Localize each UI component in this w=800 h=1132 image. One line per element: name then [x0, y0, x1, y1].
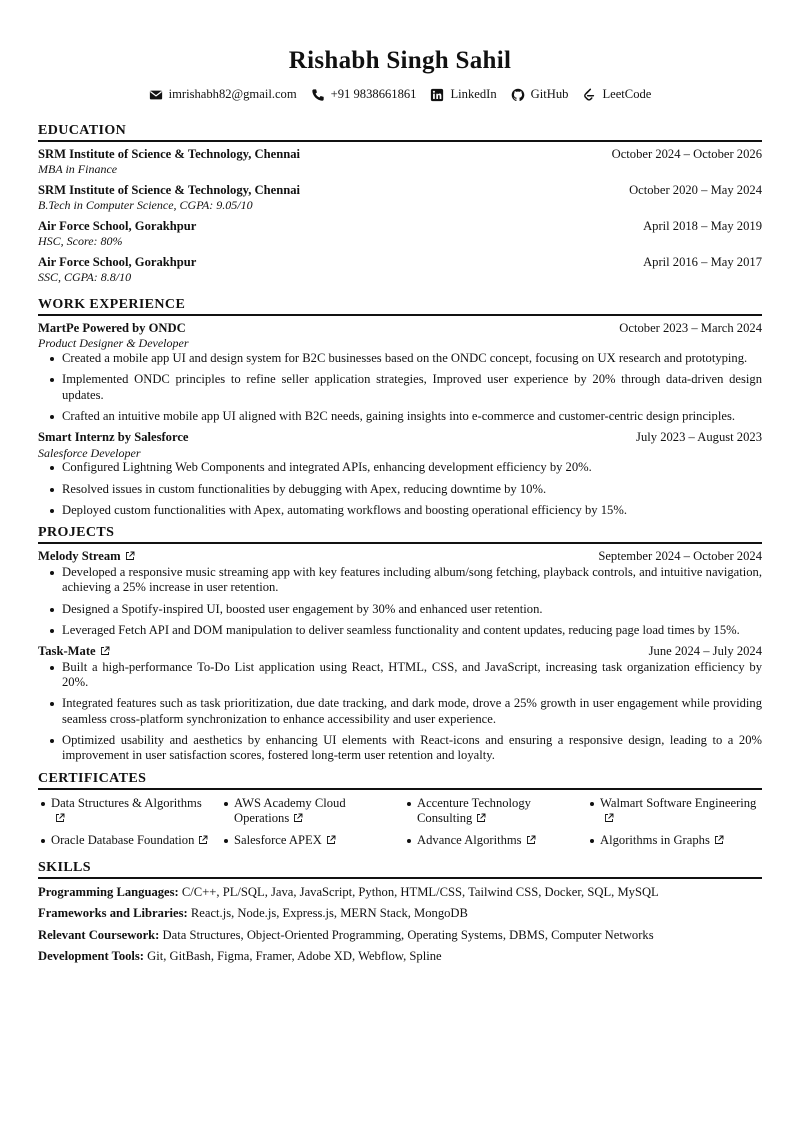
bullet-item: Created a mobile app UI and design system for B2C businesses based on the ONDC concept, focusing on UX research and prototyping.	[48, 351, 762, 366]
certificate-name: Advance Algorithms	[417, 833, 522, 848]
experience-entry	[38, 430, 762, 518]
github-icon	[511, 88, 525, 102]
phone-icon	[311, 88, 325, 102]
bullet-item: Resolved issues in custom functionalities by debugging with Apex, reducing downtime by 10%.	[48, 482, 762, 497]
bullet-item: Configured Lightning Web Components and integrated APIs, enhancing development efficiency by 20%.	[48, 460, 762, 475]
bullet-item: Integrated features such as task prioritization, due date tracking, and dark mode, drove a 25% growth in user engagement while providing seamless cross-platform synchronization to enhance accessibility and user experience.	[48, 696, 762, 727]
skill-row	[38, 928, 762, 943]
certificate-link[interactable]	[404, 796, 579, 827]
certificate-link[interactable]	[221, 833, 396, 848]
project-entry	[38, 644, 762, 764]
experience-dates: July 2023 – August 2023	[636, 430, 762, 445]
github-link[interactable]	[511, 87, 569, 102]
degree: SSC, CGPA: 8.8/10	[38, 270, 132, 285]
experience-dates: October 2023 – March 2024	[619, 320, 762, 335]
project-dates: September 2024 – October 2024	[598, 549, 762, 564]
school-name: Air Force School, Gorakhpur	[38, 254, 197, 269]
certificate-link[interactable]	[221, 796, 396, 827]
certificates-heading: CERTIFICATES	[38, 770, 762, 790]
projects-section	[38, 549, 762, 763]
school-name: Air Force School, Gorakhpur	[38, 218, 197, 233]
skill-value: Git, GitBash, Figma, Framer, Adobe XD, Webflow, Spline	[147, 948, 442, 963]
education-entry	[38, 147, 762, 177]
certificate-name: Salesforce APEX	[234, 833, 322, 848]
certificate-link[interactable]	[38, 833, 213, 848]
project-dates: June 2024 – July 2024	[648, 644, 762, 659]
education-dates: April 2018 – May 2019	[643, 218, 762, 233]
external-link-icon	[125, 551, 135, 561]
phone-link[interactable]	[311, 87, 417, 102]
bullet-item: Implemented ONDC principles to refine seller application strategies, Improved user experience by 20% through data-driven design updates.	[48, 372, 762, 403]
certificate-link[interactable]	[404, 833, 579, 848]
candidate-name: Rishabh Singh Sahil	[288, 47, 512, 74]
project-entry	[38, 549, 762, 638]
leetcode-icon	[582, 88, 596, 102]
project-bullets	[48, 660, 762, 764]
skills-heading: SKILLS	[38, 859, 762, 879]
skills-section	[38, 885, 762, 964]
email-text: imrishabh82@gmail.com	[168, 87, 297, 102]
external-link-icon	[476, 813, 486, 823]
certificate-name: Data Structures & Algorithms	[51, 795, 202, 810]
linkedin-link[interactable]	[430, 87, 496, 102]
certificate-name: Algorithms in Graphs	[600, 833, 710, 848]
skill-label: Development Tools:	[38, 948, 145, 963]
bullet-item: Deployed custom functionalities with Apex, automating workflows and boosting operational efficiency by 15%.	[48, 503, 762, 518]
skill-value: Data Structures, Object-Oriented Programming, Operating Systems, DBMS, Computer Networks	[162, 927, 654, 942]
bullet-item: Leveraged Fetch API and DOM manipulation to deliver seamless functionality and content updates, reducing page load times by 15%.	[48, 623, 762, 638]
skill-value: React.js, Node.js, Express.js, MERN Stack, MongoDB	[190, 906, 468, 921]
school-name: SRM Institute of Science & Technology, Chennai	[38, 147, 301, 161]
job-role: Salesforce Developer	[38, 445, 141, 460]
bullet-item: Crafted an intuitive mobile app UI aligned with B2C needs, gaining insights into e-commerce and customer-centric design principles.	[48, 409, 762, 424]
experience-entry	[38, 321, 762, 424]
external-link-icon	[326, 835, 336, 845]
linkedin-icon	[430, 88, 444, 102]
job-role: Product Designer & Developer	[38, 336, 189, 351]
experience-bullets	[48, 460, 762, 518]
project-name: Task-Mate	[38, 644, 96, 659]
certificate-name: AWS Academy Cloud Operations	[234, 795, 346, 826]
linkedin-text: LinkedIn	[450, 87, 497, 102]
skill-row	[38, 949, 762, 964]
external-link-icon	[293, 813, 303, 823]
project-link[interactable]	[38, 644, 110, 659]
skill-row	[38, 906, 762, 921]
certificate-link[interactable]	[38, 796, 213, 827]
contact-bar	[38, 86, 762, 104]
experience-bullets	[48, 351, 762, 424]
project-name: Melody Stream	[38, 549, 121, 564]
leetcode-text: LeetCode	[602, 87, 652, 102]
education-heading: EDUCATION	[38, 122, 762, 142]
envelope-icon	[149, 88, 163, 102]
external-link-icon	[100, 646, 110, 656]
external-link-icon	[55, 813, 65, 823]
external-link-icon	[604, 813, 614, 823]
education-entry	[38, 219, 762, 249]
phone-text: +91 9838661861	[330, 87, 417, 102]
github-text: GitHub	[530, 87, 569, 102]
skill-value: C/C++, PL/SQL, Java, JavaScript, Python, HTML/CSS, Tailwind CSS, Docker, SQL, MySQL	[181, 884, 659, 899]
skill-row	[38, 885, 762, 900]
skill-label: Programming Languages:	[38, 884, 179, 899]
certificates-list	[38, 796, 762, 849]
education-dates: October 2024 – October 2026	[611, 147, 762, 161]
certificate-name: Walmart Software Engineering	[600, 795, 757, 810]
education-dates: April 2016 – May 2017	[643, 254, 762, 269]
school-name: SRM Institute of Science & Technology, Chennai	[38, 182, 301, 197]
resume-page	[38, 44, 762, 970]
education-section	[38, 147, 762, 285]
bullet-item: Developed a responsive music streaming app with key features including album/song fetching, playback controls, and intuitive navigation, achieving a 25% increase in user retention.	[48, 565, 762, 596]
company-name: MartPe Powered by ONDC	[38, 320, 186, 335]
certificate-link[interactable]	[587, 833, 762, 848]
certificate-link[interactable]	[587, 796, 762, 827]
experience-heading: WORK EXPERIENCE	[38, 296, 762, 316]
skill-label: Relevant Coursework:	[38, 927, 160, 942]
external-link-icon	[198, 835, 208, 845]
bullet-item: Optimized usability and aesthetics by enhancing UI elements with React-icons and ensuring a responsive design, leading to a 20% improvement in user satisfaction scores, fostered long-term user retention and loyalty.	[48, 733, 762, 764]
certificate-name: Oracle Database Foundation	[51, 833, 195, 848]
degree: MBA in Finance	[38, 162, 118, 177]
project-bullets	[48, 565, 762, 638]
external-link-icon	[714, 835, 724, 845]
education-dates: October 2020 – May 2024	[629, 182, 762, 197]
email-link[interactable]	[149, 87, 297, 102]
certificate-name: Accenture Technology Consulting	[417, 795, 531, 826]
education-entry	[38, 183, 762, 213]
leetcode-link[interactable]	[582, 87, 651, 102]
degree: HSC, Score: 80%	[38, 234, 123, 249]
company-name: Smart Internz by Salesforce	[38, 430, 189, 445]
external-link-icon	[526, 835, 536, 845]
projects-heading: PROJECTS	[38, 524, 762, 544]
skill-label: Frameworks and Libraries:	[38, 906, 188, 921]
education-entry	[38, 255, 762, 285]
experience-section	[38, 321, 762, 518]
bullet-item: Built a high-performance To-Do List application using React, HTML, CSS, and JavaScript, increasing task organization efficiency by 20%.	[48, 660, 762, 691]
project-link[interactable]	[38, 549, 135, 564]
bullet-item: Designed a Spotify-inspired UI, boosted user engagement by 30% and enhanced user retention.	[48, 602, 762, 617]
degree: B.Tech in Computer Science, CGPA: 9.05/10	[38, 198, 253, 213]
